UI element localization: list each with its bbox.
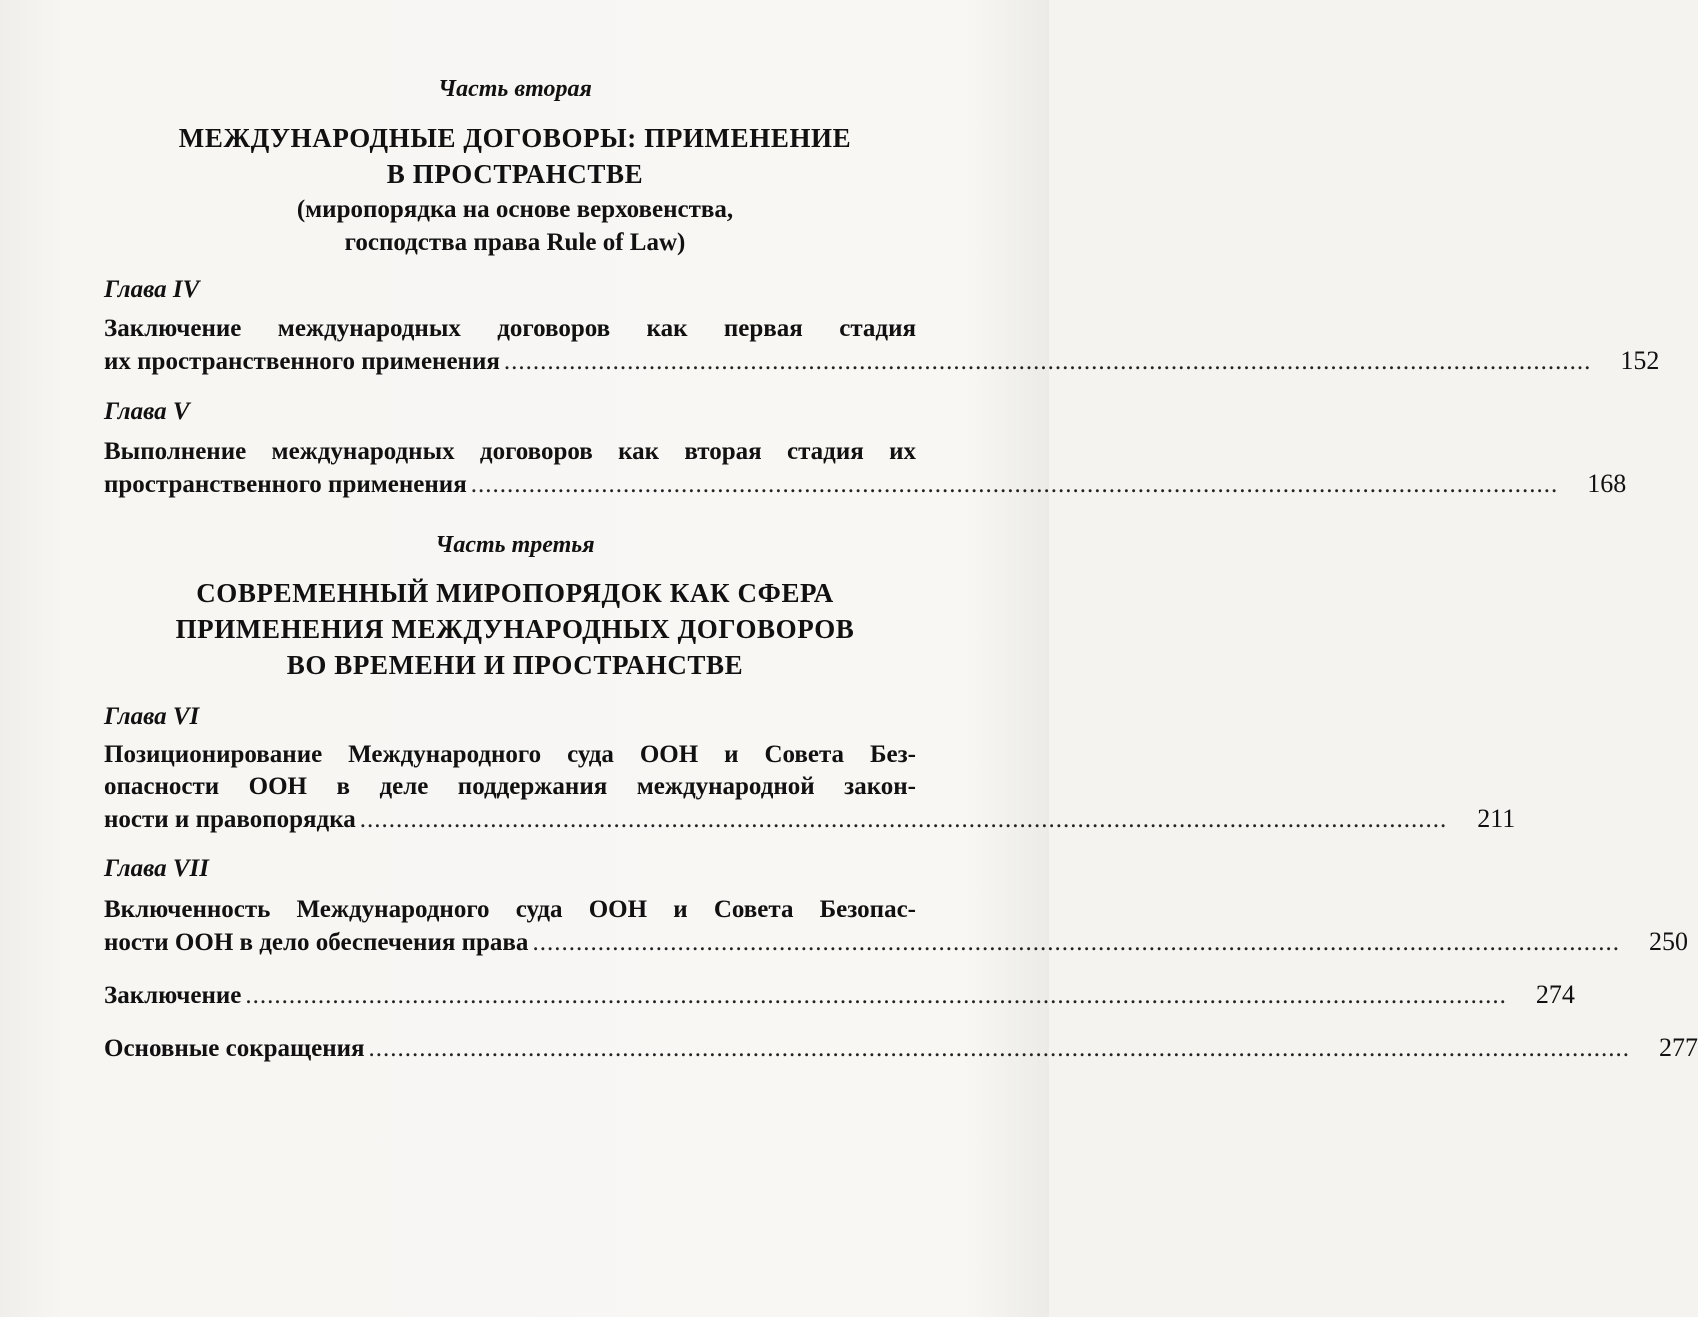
dot-leader: .............................................................................................................................................................................. bbox=[245, 982, 1507, 1009]
toc-entry-last-line bbox=[104, 345, 1660, 377]
chapter-7-label: Глава VII bbox=[104, 855, 209, 882]
toc-entry-last-line bbox=[104, 803, 1516, 835]
toc-entry-chapter-7[interactable] bbox=[104, 894, 1688, 958]
toc-entry-chapter-4[interactable] bbox=[104, 313, 1660, 377]
chapter-4-label: Глава IV bbox=[104, 276, 200, 303]
dot-leader: ...................................................................................................................................................... bbox=[532, 929, 1620, 956]
toc-entry-conclusion[interactable] bbox=[104, 979, 1575, 1011]
toc-entry-last-line bbox=[104, 926, 1688, 958]
page-number: 277 bbox=[1659, 1033, 1698, 1062]
part-two-title-line: МЕЖДУНАРОДНЫЕ ДОГОВОРЫ: ПРИМЕНЕНИЕ bbox=[178, 123, 852, 153]
part-three-title-line: ПРИМЕНЕНИЯ МЕЖДУНАРОДНЫХ ДОГОВОРОВ bbox=[175, 614, 855, 644]
page-number: 152 bbox=[1620, 346, 1660, 375]
part-three-label: Часть третья bbox=[435, 532, 595, 558]
part-two-title bbox=[0, 120, 1030, 192]
toc-entry-line: Включенность Международного суда ООН и Совета Безопас- bbox=[104, 896, 916, 923]
part-two-title-line: В ПРОСТРАНСТВЕ bbox=[386, 159, 644, 189]
dot-leader: ...................................................................................................................................................... bbox=[359, 806, 1448, 833]
toc-entry-text: Заключение bbox=[104, 982, 242, 1009]
dot-leader: .............................................................................................................................................................................. bbox=[368, 1035, 1631, 1062]
toc-entry-text: их пространственного применения bbox=[104, 348, 500, 375]
toc-entry-last-line bbox=[104, 1032, 1698, 1064]
page-number: 211 bbox=[1477, 804, 1516, 833]
page-number: 274 bbox=[1535, 980, 1575, 1009]
toc-entry-chapter-5[interactable] bbox=[104, 436, 1627, 500]
page-number: 250 bbox=[1648, 927, 1688, 956]
part-three-title-line: СОВРЕМЕННЫЙ МИРОПОРЯДОК КАК СФЕРА bbox=[196, 578, 834, 608]
part-two-subtitle-line: господства права Rule of Law) bbox=[344, 229, 686, 256]
part-two-subtitle-line: (миропорядка на основе верховенства, bbox=[296, 196, 734, 223]
toc-entry-last-line bbox=[104, 468, 1627, 500]
part-three-title bbox=[0, 575, 1030, 683]
toc-entry-line: опасности ООН в деле поддержания международной закон- bbox=[104, 773, 916, 800]
toc-entry-abbreviations[interactable] bbox=[104, 1032, 1698, 1064]
toc-entry-text: пространственного применения bbox=[104, 471, 467, 498]
part-three-title-line: ВО ВРЕМЕНИ И ПРОСТРАНСТВЕ bbox=[286, 650, 744, 680]
toc-entry-line: Позиционирование Международного суда ООН и Совета Без- bbox=[104, 741, 916, 768]
toc-entry-text: ности и правопорядка bbox=[104, 806, 356, 833]
toc-entry-text: Основные сокращения bbox=[104, 1035, 365, 1062]
part-two-subtitle bbox=[0, 193, 1030, 259]
page-number: 168 bbox=[1587, 469, 1627, 498]
toc-entry-text: ности ООН в дело обеспечения права bbox=[104, 929, 529, 956]
chapter-5-label: Глава V bbox=[104, 398, 190, 425]
toc-entry-last-line bbox=[104, 979, 1575, 1011]
toc-entry-line: Выполнение международных договоров как вторая стадия их bbox=[104, 438, 916, 465]
chapter-6-label: Глава VI bbox=[104, 703, 200, 730]
part-two-label: Часть вторая bbox=[438, 76, 592, 102]
toc-entry-chapter-6[interactable] bbox=[104, 739, 1516, 835]
dot-leader: ...................................................................................................................................................... bbox=[470, 471, 1559, 498]
toc-entry-line: Заключение международных договоров как первая стадия bbox=[104, 315, 916, 342]
dot-leader: ...................................................................................................................................................... bbox=[503, 348, 1592, 375]
